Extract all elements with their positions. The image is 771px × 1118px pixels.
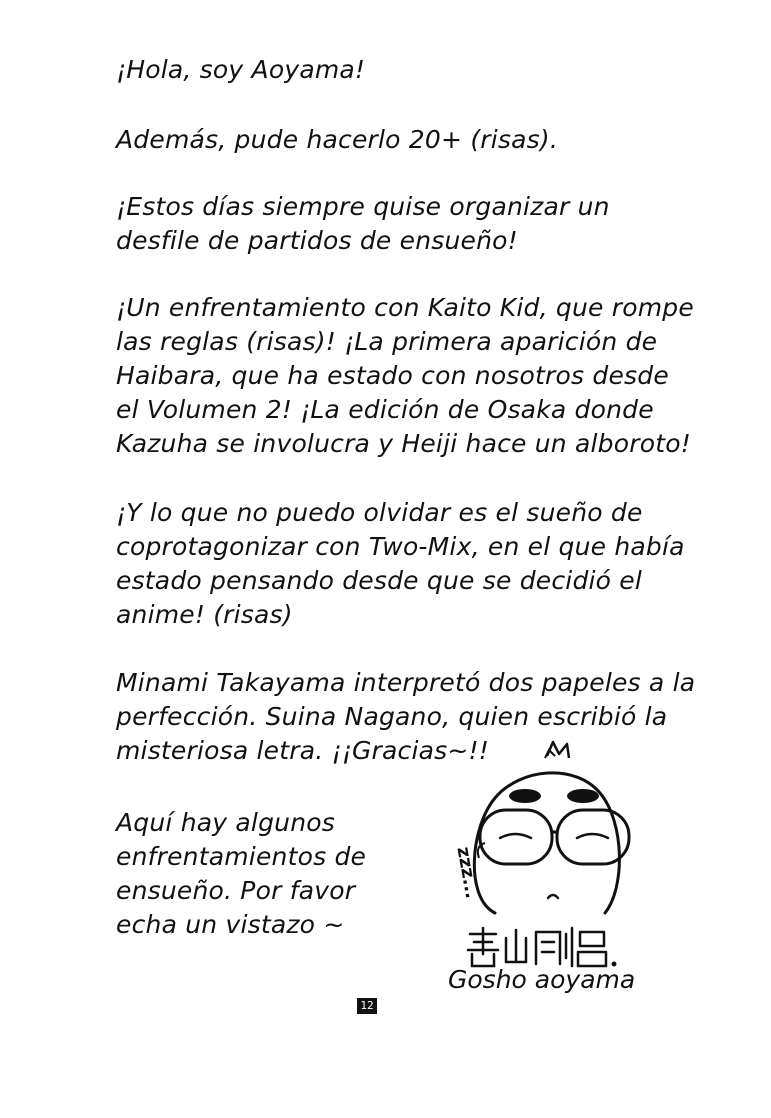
text-line: enfrentamientos de bbox=[116, 842, 367, 871]
text-line: el Volumen 2! ¡La edición de Osaka donde bbox=[116, 395, 654, 424]
paragraph-greeting bbox=[116, 53, 365, 87]
text-line: coprotagonizar con Two-Mix, en el que había bbox=[116, 532, 685, 561]
text-line: echa un vistazo ~ bbox=[116, 910, 345, 939]
paragraph-matchups bbox=[116, 291, 694, 461]
text-line: ¡Un enfrentamiento con Kaito Kid, que rompe bbox=[116, 293, 694, 322]
text-line: las reglas (risas)! ¡La primera aparición de bbox=[116, 327, 658, 356]
text-line: ensueño. Por favor bbox=[116, 876, 356, 905]
signature-name: Gosho aoyama bbox=[448, 965, 636, 994]
sleep-text: zzz... bbox=[452, 845, 483, 901]
text-line: Además, pude hacerlo 20+ (risas). bbox=[116, 125, 558, 154]
text-line: ¡Y lo que no puedo olvidar es el sueño de bbox=[116, 498, 643, 527]
text-line: desfile de partidos de ensueño! bbox=[116, 226, 518, 255]
paragraph-dream-parade bbox=[116, 190, 610, 258]
text-line: Kazuha se involucra y Heiji hace un alboroto! bbox=[116, 429, 691, 458]
text-line: misteriosa letra. ¡¡Gracias~!! bbox=[116, 736, 489, 765]
text-line: Aquí hay algunos bbox=[116, 808, 335, 837]
text-line: Haibara, que ha estado con nosotros desde bbox=[116, 361, 669, 390]
paragraph-two-mix bbox=[116, 496, 685, 632]
page-number: 12 bbox=[357, 998, 377, 1014]
author-self-portrait-icon bbox=[425, 738, 655, 928]
text-line: ¡Hola, soy Aoyama! bbox=[116, 55, 366, 84]
paragraph-volume bbox=[116, 123, 558, 157]
paragraph-closing bbox=[116, 806, 366, 942]
text-line: ¡Estos días siempre quise organizar un bbox=[116, 192, 610, 221]
text-line: estado pensando desde que se decidió el bbox=[116, 566, 643, 595]
text-line: Minami Takayama interpretó dos papeles a la bbox=[116, 668, 696, 697]
author-signature-icon bbox=[462, 924, 622, 968]
text-line: anime! (risas) bbox=[116, 600, 293, 629]
text-line: perfección. Suina Nagano, quien escribió la bbox=[116, 702, 668, 731]
